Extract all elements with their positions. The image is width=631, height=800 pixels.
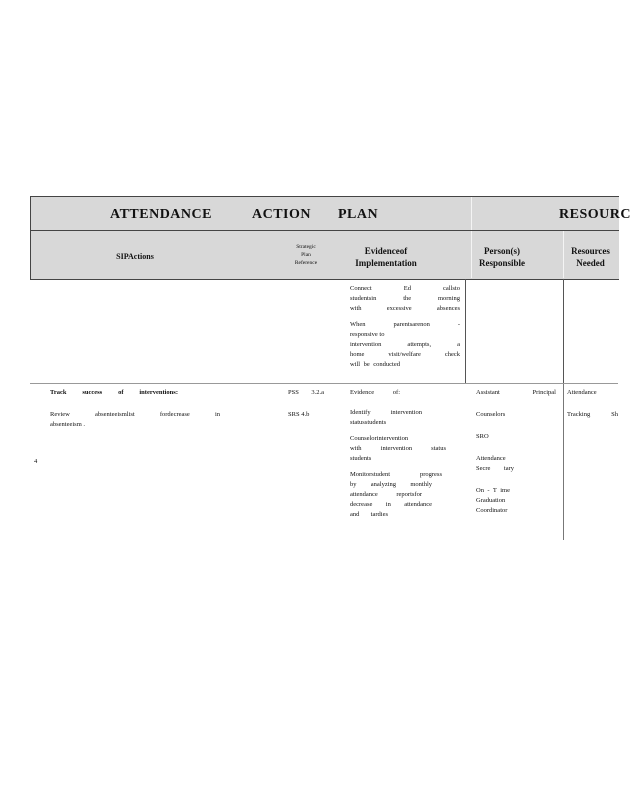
person-secretary: Secre tary: [476, 465, 514, 472]
title-attendance: ATTENDANCE: [110, 207, 212, 222]
row2-action-review: Review absenteeismlist fordecrease in absenteeism .: [50, 411, 220, 428]
header-person-responsible: Person(s) Responsible: [478, 246, 525, 268]
person-coordinator: Coordinator: [476, 507, 508, 514]
row2-ref-srs: SRS 4.b: [288, 411, 310, 418]
person-attendance: Attendance: [476, 455, 506, 462]
row2-action-track: Track success of interventions:: [50, 389, 178, 396]
resource-tracking: Tracking Sh: [567, 411, 618, 418]
row2-evidence: Evidence of: Identify intervention statusstudents Counselorintervention with intervention status students Monitorstudent progress by analyzing monthly attendance reportsfor decrease in attendance and tardies: [350, 389, 446, 518]
person-counselors: Counselors: [476, 411, 506, 418]
side-mark: 4: [34, 458, 38, 465]
title-resources: RESOURC: [559, 207, 631, 222]
row1-divider-person: [563, 279, 564, 383]
row2-resources: [567, 388, 618, 420]
person-sro: SRO: [476, 433, 489, 440]
person-on-time: On - T ime: [476, 487, 510, 494]
person-graduation: Graduation: [476, 497, 506, 504]
row2-persons: [476, 388, 556, 516]
title-band-divider: [471, 197, 472, 230]
row1-divider-evidence: [465, 279, 466, 383]
header-evidence-of-implementation: Evidenceof Implementation: [355, 246, 417, 268]
row-separator: [30, 383, 618, 384]
row2-ref-pss: PSS 3.2.a: [288, 389, 324, 396]
title-action: ACTION: [252, 207, 312, 222]
row1-evidence: Connect Ed callsto studentsin the morning with excessive absences When parentsarenon - responsive to intervention attempts, a home visit/welfare check will be conducted: [350, 285, 460, 368]
resource-attendance: Attendance: [567, 389, 597, 396]
row2-divider-person: [563, 384, 564, 540]
person-assistant-principal: Assistant Principal: [476, 389, 556, 396]
title-plan: PLAN: [338, 207, 379, 222]
header-sip-actions: SIPActions: [116, 252, 154, 261]
header-strategic-plan-reference: Strategic Plan Reference: [294, 244, 318, 266]
header-resources-needed: Resources Needed: [571, 246, 610, 268]
